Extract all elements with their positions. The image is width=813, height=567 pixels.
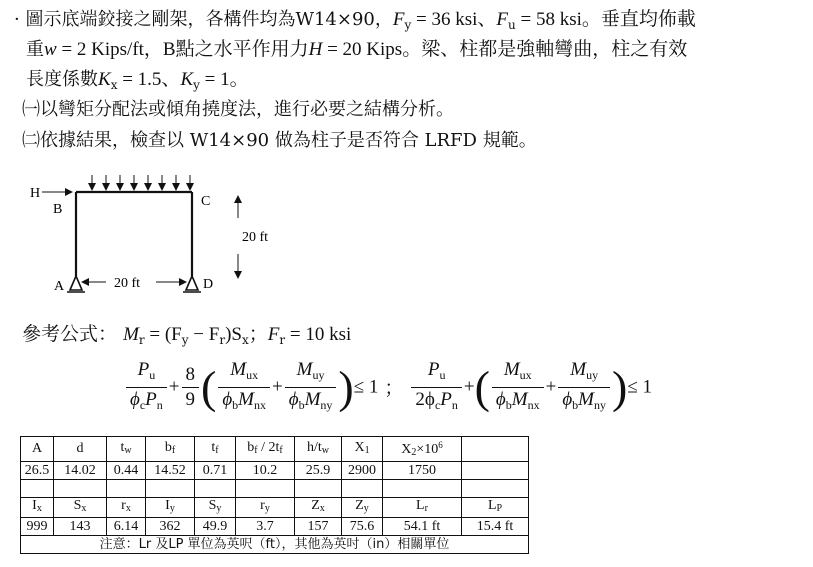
ref-label: 參考公式：	[22, 323, 118, 345]
table-header-row-2	[21, 498, 529, 518]
hdr-A: A	[21, 437, 54, 462]
problem-text-2a: 重	[26, 39, 44, 60]
phib-symbol-4: ϕ	[562, 389, 573, 410]
two-phic-sub: c	[434, 398, 441, 412]
eq2-my-ratio	[558, 358, 610, 417]
hdr-tw: $t_w$	[107, 437, 146, 462]
mny-sub-2: ny	[593, 398, 606, 412]
cell: 362	[146, 518, 195, 536]
pn-symbol-2: P	[440, 389, 452, 410]
mny-sub: ny	[320, 398, 333, 412]
eq1-coefficient	[182, 363, 200, 412]
kx-sub: x	[110, 78, 118, 92]
hdr-Sy: $S_y$	[195, 498, 236, 518]
fr-symbol: F	[267, 324, 280, 345]
hdr-Zx: $Z_x$	[295, 498, 342, 518]
mux-sub: ux	[246, 368, 259, 382]
mr-rhs-sub2: r	[219, 333, 226, 347]
mnx-sub: nx	[254, 398, 266, 412]
phib-sub-4: b	[572, 398, 579, 412]
cell: 75.6	[342, 518, 383, 536]
plus-3: +	[463, 376, 475, 398]
mr-symbol: M	[123, 324, 139, 345]
label-c: C	[201, 194, 211, 209]
fu-value: = 58 ksi。垂直均佈載	[515, 9, 696, 30]
phib-sub-2: b	[298, 398, 305, 412]
label-b: B	[53, 202, 63, 217]
problem-line-2	[26, 38, 687, 62]
ky-value: = 1。	[199, 69, 249, 90]
mr-rhs2: − F	[188, 324, 220, 345]
pn-sub-2: n	[451, 398, 458, 412]
problem-text-2b: = 2 Kips/ft，B點之水平作用力	[56, 39, 309, 60]
mux-symbol-2: M	[503, 359, 520, 380]
cell: 26.5	[21, 462, 54, 480]
rparen-1: )	[338, 361, 354, 413]
cell: 0.44	[107, 462, 146, 480]
mr-rhs-sub3: x	[241, 333, 249, 347]
table-blank-row	[21, 480, 529, 498]
phic-symbol: ϕ	[130, 389, 140, 410]
pin-support-d	[186, 276, 198, 290]
cell: 10.2	[236, 462, 295, 480]
plus-2: +	[272, 376, 283, 398]
hdr-x2: $X_2\times 10^6$	[383, 437, 462, 462]
coef-den: 9	[185, 389, 195, 410]
h-symbol: H	[308, 39, 323, 60]
distributed-load-arrows	[92, 175, 190, 190]
table-row-2	[21, 518, 529, 536]
mny-symbol: M	[304, 389, 321, 410]
cell: 15.4 ft	[462, 518, 529, 536]
problem-text-1: 圖示底端鉸接之剛架，各構件均為W14×90，	[25, 9, 393, 30]
label-h: H	[30, 186, 41, 201]
lparen-1: (	[201, 361, 217, 413]
eq2-mx-ratio	[492, 358, 544, 417]
phib-symbol-3: ϕ	[495, 389, 506, 410]
frame-figure	[20, 168, 290, 298]
hdr-Ix: $I_x$	[21, 498, 54, 518]
bullet: ·	[14, 9, 20, 30]
muy-sub: uy	[312, 368, 325, 382]
table-note-row	[21, 536, 529, 554]
pu-symbol-2: P	[427, 359, 440, 380]
label-d: D	[203, 277, 214, 292]
fy-sub: y	[404, 18, 412, 32]
pn-symbol: P	[145, 389, 157, 410]
frame-members	[76, 192, 192, 276]
muy-symbol-2: M	[570, 359, 587, 380]
plus-1: +	[168, 376, 180, 398]
phic-sub: c	[139, 398, 146, 412]
muy-symbol: M	[296, 359, 313, 380]
formula-sep-2: ；	[384, 376, 404, 399]
cell: 143	[54, 518, 107, 536]
phib-sub: b	[232, 398, 239, 412]
formula-sep: ；	[248, 323, 268, 345]
problem-line-1	[14, 8, 696, 37]
part-1: ㈠以彎矩分配法或傾角撓度法，進行必要之結構分析。	[22, 99, 454, 120]
label-a: A	[54, 279, 65, 294]
problem-text-2c: = 20 Kips。梁、柱都是強軸彎曲，柱之有效	[322, 39, 688, 60]
table-row-1	[21, 462, 529, 480]
mr-rhs-sub1: y	[181, 333, 189, 347]
hdr-x1: $X_1$	[342, 437, 383, 462]
eq1-mx-ratio	[218, 358, 270, 417]
mux-symbol: M	[230, 359, 247, 380]
leq-2: ≤ 1	[627, 376, 652, 398]
cell: 54.1 ft	[383, 518, 462, 536]
cell: 0.71	[195, 462, 236, 480]
pu-sub-2: u	[439, 368, 446, 382]
hdr-rx: $r_x$	[107, 498, 146, 518]
plus-4: +	[545, 376, 557, 398]
cell: 2900	[342, 462, 383, 480]
two-phic: 2ϕ	[415, 389, 435, 410]
part-2: ㈡依據結果，檢查以 W14×90 做為柱子是否符合 LRFD 規範。	[22, 130, 537, 151]
hdr-Zy: $Z_y$	[342, 498, 383, 518]
phib-sub-3: b	[505, 398, 512, 412]
reference-formula-1	[22, 322, 351, 352]
cell: 1750	[383, 462, 462, 480]
fy-symbol: F	[392, 9, 405, 30]
hdr-h-tw: $h/t_w$	[295, 437, 342, 462]
interaction-formulas	[124, 358, 652, 417]
fu-sub: u	[508, 18, 516, 32]
problem-line-3	[26, 68, 249, 97]
lparen-2: (	[474, 361, 490, 413]
hdr-bf: $b_f$	[146, 437, 195, 462]
hdr-Sx: $S_x$	[54, 498, 107, 518]
hdr-empty	[462, 437, 529, 462]
cell	[462, 462, 529, 480]
hdr-tf: $t_f$	[195, 437, 236, 462]
fr-value: = 10 ksi	[285, 324, 352, 345]
phib-symbol: ϕ	[222, 389, 233, 410]
width-dimension: 20 ft	[114, 276, 141, 291]
pu-sub: u	[149, 368, 156, 382]
cell: 25.9	[295, 462, 342, 480]
hdr-ry: $r_y$	[236, 498, 295, 518]
cell: 49.9	[195, 518, 236, 536]
w-symbol: w	[44, 39, 57, 60]
ky-sub: y	[193, 78, 200, 92]
fr-sub: r	[279, 333, 286, 347]
mnx-sub-2: nx	[527, 398, 540, 412]
table-header-row-1	[21, 437, 529, 462]
kx-symbol: K	[98, 69, 111, 90]
phib-symbol-2: ϕ	[288, 389, 299, 410]
mnx-symbol: M	[238, 389, 254, 410]
cell: 999	[21, 518, 54, 536]
fu-symbol: F	[496, 9, 508, 30]
cell: 3.7	[236, 518, 295, 536]
hdr-bf-2tf: $b_f / 2t_f$	[236, 437, 295, 462]
cell: 14.52	[146, 462, 195, 480]
problem-text-3a: 長度係數	[26, 69, 98, 90]
cell: 6.14	[107, 518, 146, 536]
pu-symbol: P	[137, 359, 150, 380]
hdr-d: d	[54, 437, 107, 462]
height-dimension: 20 ft	[242, 230, 269, 245]
leq-1: ≤ 1	[353, 376, 379, 398]
mux-sub-2: ux	[519, 368, 532, 382]
hdr-Lp: $L_P$	[462, 498, 529, 518]
muy-sub-2: uy	[586, 368, 599, 382]
section-properties-table	[20, 436, 529, 554]
mr-rhs: = (F	[144, 324, 182, 345]
hdr-Iy: $I_y$	[146, 498, 195, 518]
eq2-axial-ratio	[411, 358, 461, 417]
mny-symbol-2: M	[578, 389, 594, 410]
eq1-axial-ratio	[126, 358, 167, 417]
units-note: 注意：Lr 及LP 單位為英呎（ft），其他為英吋（in）相關單位	[21, 536, 529, 554]
mr-sub: r	[138, 333, 145, 347]
mnx-symbol-2: M	[511, 389, 528, 410]
ky-symbol: K	[180, 69, 194, 90]
cell: 14.02	[54, 462, 107, 480]
coef-num: 8	[182, 363, 200, 388]
eq1-my-ratio	[285, 358, 337, 417]
mr-rhs3: )S	[225, 324, 242, 345]
cell: 157	[295, 518, 342, 536]
fy-value: = 36 ksi、	[411, 9, 497, 30]
pn-sub: n	[156, 398, 163, 412]
pin-support-a	[70, 276, 82, 290]
kx-value: = 1.5、	[117, 69, 181, 90]
rparen-2: )	[611, 361, 628, 413]
hdr-Lr: $L_r$	[383, 498, 462, 518]
